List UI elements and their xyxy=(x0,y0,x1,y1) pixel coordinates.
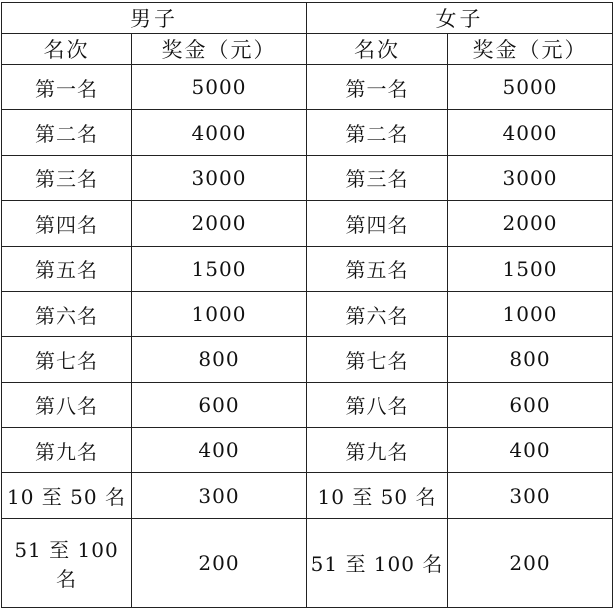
men-rank-cell: 10 至 50 名 xyxy=(2,473,132,518)
men-prize-cell: 1500 xyxy=(132,246,307,291)
women-prize-header: 奖金（元） xyxy=(448,34,613,65)
women-rank-cell: 第三名 xyxy=(307,155,448,200)
women-prize-cell: 4000 xyxy=(448,110,613,155)
women-prize-cell: 600 xyxy=(448,382,613,427)
table-row xyxy=(2,428,613,473)
women-prize-cell: 1500 xyxy=(448,246,613,291)
men-rank-cell: 第二名 xyxy=(2,110,132,155)
women-rank-cell: 第六名 xyxy=(307,291,448,336)
men-prize-cell: 5000 xyxy=(132,65,307,110)
women-rank-cell: 第一名 xyxy=(307,65,448,110)
women-prize-cell: 400 xyxy=(448,428,613,473)
table-row xyxy=(2,337,613,382)
prize-table xyxy=(1,2,613,608)
men-group-header: 男子 xyxy=(2,3,307,34)
men-prize-cell: 600 xyxy=(132,382,307,427)
men-prize-cell: 300 xyxy=(132,473,307,518)
women-prize-cell: 1000 xyxy=(448,291,613,336)
women-rank-cell: 第八名 xyxy=(307,382,448,427)
men-prize-cell: 200 xyxy=(132,518,307,607)
table-row xyxy=(2,518,613,607)
men-prize-cell: 2000 xyxy=(132,201,307,246)
table-row xyxy=(2,382,613,427)
table-row xyxy=(2,473,613,518)
women-rank-cell: 第七名 xyxy=(307,337,448,382)
women-rank-cell: 第二名 xyxy=(307,110,448,155)
table-row xyxy=(2,110,613,155)
women-prize-cell: 5000 xyxy=(448,65,613,110)
women-group-header: 女子 xyxy=(307,3,613,34)
table-row xyxy=(2,65,613,110)
women-prize-cell: 3000 xyxy=(448,155,613,200)
group-header-row xyxy=(2,3,613,34)
women-prize-cell: 800 xyxy=(448,337,613,382)
women-rank-cell: 第五名 xyxy=(307,246,448,291)
men-rank-cell: 51 至 100 名 xyxy=(2,518,132,607)
women-rank-cell: 10 至 50 名 xyxy=(307,473,448,518)
men-rank-cell: 第三名 xyxy=(2,155,132,200)
men-rank-cell: 第九名 xyxy=(2,428,132,473)
men-prize-cell: 3000 xyxy=(132,155,307,200)
men-rank-cell: 第八名 xyxy=(2,382,132,427)
men-prize-cell: 1000 xyxy=(132,291,307,336)
men-rank-cell: 第五名 xyxy=(2,246,132,291)
women-rank-header: 名次 xyxy=(307,34,448,65)
men-rank-cell: 第一名 xyxy=(2,65,132,110)
women-rank-cell: 51 至 100 名 xyxy=(307,518,448,607)
table-row xyxy=(2,291,613,336)
table-row xyxy=(2,246,613,291)
women-prize-cell: 2000 xyxy=(448,201,613,246)
table-row xyxy=(2,155,613,200)
men-rank-cell: 第六名 xyxy=(2,291,132,336)
men-prize-cell: 4000 xyxy=(132,110,307,155)
women-prize-cell: 200 xyxy=(448,518,613,607)
women-rank-cell: 第九名 xyxy=(307,428,448,473)
men-rank-cell: 第四名 xyxy=(2,201,132,246)
column-header-row xyxy=(2,34,613,65)
men-rank-header: 名次 xyxy=(2,34,132,65)
table-row xyxy=(2,201,613,246)
men-prize-header: 奖金（元） xyxy=(132,34,307,65)
men-prize-cell: 800 xyxy=(132,337,307,382)
women-prize-cell: 300 xyxy=(448,473,613,518)
women-rank-cell: 第四名 xyxy=(307,201,448,246)
men-prize-cell: 400 xyxy=(132,428,307,473)
men-rank-cell: 第七名 xyxy=(2,337,132,382)
